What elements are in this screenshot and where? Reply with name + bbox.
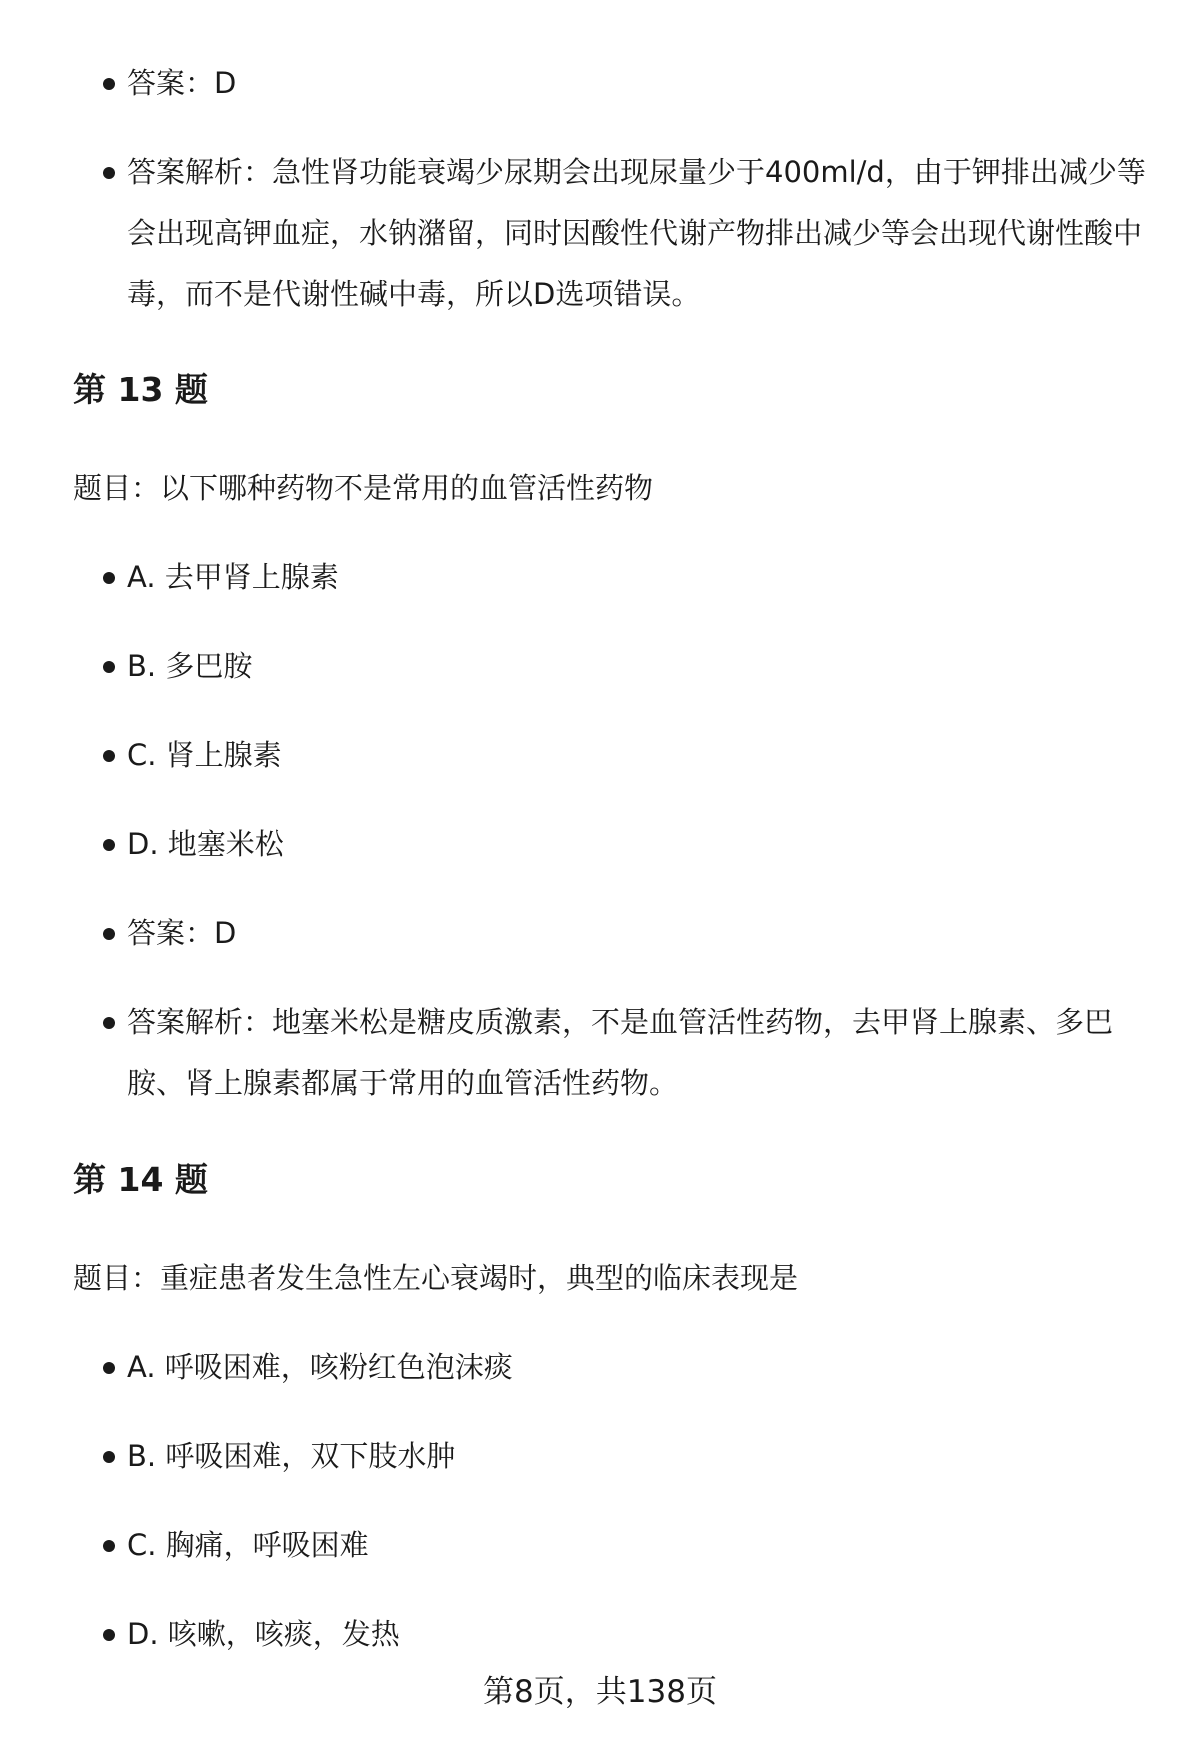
q13-analysis-item	[127, 992, 1147, 1114]
q13-analysis: 答案解析：地塞米松是糖皮质激素，不是血管活性药物，去甲肾上腺素、多巴胺、肾上腺素都属于常用的血管活性药物。	[127, 1005, 1114, 1100]
q13-option-b	[127, 636, 1147, 697]
q14-option-d	[127, 1604, 1147, 1665]
option-text: A. 去甲肾上腺素	[127, 560, 339, 594]
q14-option-b	[127, 1426, 1147, 1487]
bullet-icon	[103, 1629, 115, 1641]
bullet-icon	[103, 839, 115, 851]
q13-option-a	[127, 547, 1147, 608]
bullet-icon	[103, 78, 115, 90]
option-text: D. 地塞米松	[127, 827, 284, 861]
q12-answer: 答案：D	[127, 66, 237, 100]
option-text: B. 多巴胺	[127, 649, 253, 683]
bullet-icon	[103, 1017, 115, 1029]
option-text: C. 胸痛，呼吸困难	[127, 1528, 369, 1562]
q13-heading: 第 13 题	[73, 370, 208, 409]
q14-heading: 第 14 题	[73, 1160, 208, 1199]
bullet-icon	[103, 750, 115, 762]
bullet-icon	[103, 928, 115, 940]
q13-option-d	[127, 814, 1147, 875]
q12-analysis: 答案解析：急性肾功能衰竭少尿期会出现尿量少于400ml/d，由于钾排出减少等会出现高钾血症，水钠潴留，同时因酸性代谢产物排出减少等会出现代谢性酸中毒，而不是代谢性碱中毒，所以D选项错误。	[127, 155, 1146, 311]
q12-answer-item	[127, 53, 1147, 114]
bullet-icon	[103, 1362, 115, 1374]
q13-question: 题目：以下哪种药物不是常用的血管活性药物	[73, 471, 654, 505]
q13-answer-item	[127, 903, 1147, 964]
option-text: C. 肾上腺素	[127, 738, 282, 772]
option-text: B. 呼吸困难，双下肢水肿	[127, 1439, 456, 1473]
q14-option-c	[127, 1515, 1147, 1576]
q14-option-a	[127, 1337, 1147, 1398]
q13-answer: 答案：D	[127, 916, 237, 950]
bullet-icon	[103, 661, 115, 673]
bullet-icon	[103, 167, 115, 179]
option-text: A. 呼吸困难，咳粉红色泡沫痰	[127, 1350, 513, 1384]
page-footer: 第8页，共138页	[483, 1674, 717, 1710]
q12-analysis-item	[127, 142, 1147, 325]
option-text: D. 咳嗽，咳痰，发热	[127, 1617, 400, 1651]
q13-option-c	[127, 725, 1147, 786]
q14-question: 题目：重症患者发生急性左心衰竭时，典型的临床表现是	[73, 1261, 799, 1295]
bullet-icon	[103, 572, 115, 584]
bullet-icon	[103, 1540, 115, 1552]
bullet-icon	[103, 1451, 115, 1463]
